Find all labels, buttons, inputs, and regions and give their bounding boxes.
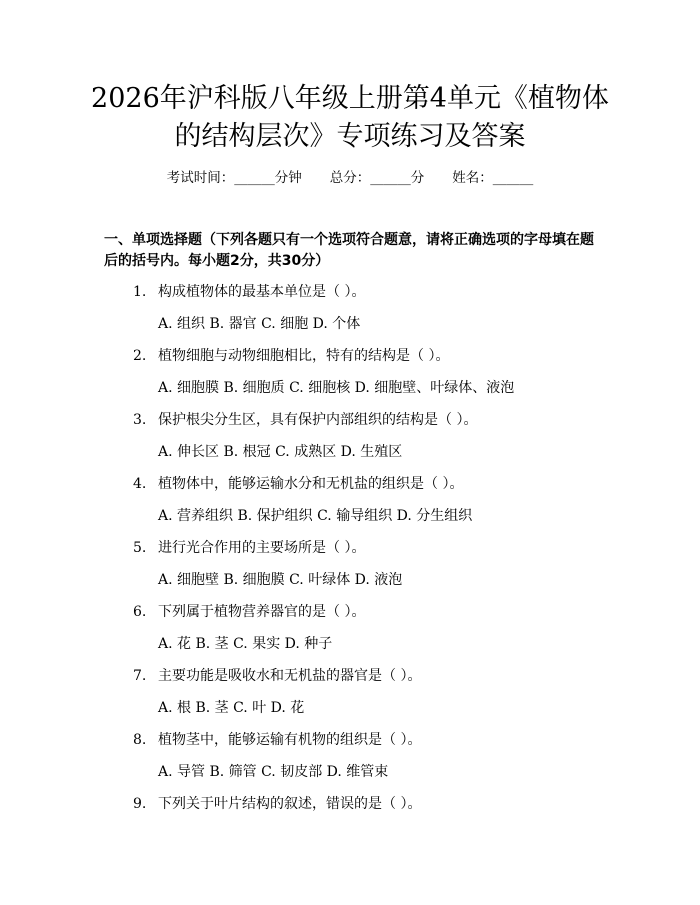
question-number: 2. xyxy=(133,348,147,364)
question-number: 7. xyxy=(133,668,147,684)
question-number: 6. xyxy=(133,604,147,620)
question-5-options: A. 细胞壁 B. 细胞膜 C. 叶绿体 D. 液泡 xyxy=(158,572,403,588)
question-text: 植物茎中，能够运输有机物的组织是（ ）。 xyxy=(158,732,422,748)
question-7 xyxy=(133,666,653,686)
exam-info xyxy=(0,168,700,188)
question-3 xyxy=(133,410,653,430)
student-name-field: 姓名：______ xyxy=(452,170,534,186)
question-5 xyxy=(133,538,653,558)
question-text: 保护根尖分生区，具有保护内部组织的结构是（ ）。 xyxy=(158,412,478,428)
question-1-options: A. 组织 B. 器官 C. 细胞 D. 个体 xyxy=(158,316,361,332)
document-title-line-2: 的结构层次》专项练习及答案 xyxy=(174,121,526,152)
question-text: 植物体中，能够运输水分和无机盐的组织是（ ）。 xyxy=(158,476,464,492)
question-number: 3. xyxy=(133,412,147,428)
document-title-line-1: 2026年沪科版八年级上册第4单元《植物体 xyxy=(91,83,609,114)
question-6-options: A. 花 B. 茎 C. 果实 D. 种子 xyxy=(158,636,333,652)
question-text: 下列属于植物营养器官的是（ ）。 xyxy=(158,604,366,620)
question-text: 进行光合作用的主要场所是（ ）。 xyxy=(158,540,366,556)
section-heading-line-1: 一、单项选择题（下列各题只有一个选项符合题意，请将正确选项的字母填在题 xyxy=(104,232,594,248)
question-6 xyxy=(133,602,653,622)
question-2-options: A. 细胞膜 B. 细胞质 C. 细胞核 D. 细胞壁、叶绿体、液泡 xyxy=(158,380,515,396)
section-heading-line-2: 后的括号内。每小题2分，共30分） xyxy=(104,253,330,269)
total-score-field: 总分：______分 xyxy=(329,170,425,186)
question-2 xyxy=(133,346,653,366)
question-4 xyxy=(133,474,653,494)
question-number: 8. xyxy=(133,732,147,748)
question-8 xyxy=(133,730,653,750)
question-8-options: A. 导管 B. 筛管 C. 韧皮部 D. 维管束 xyxy=(158,764,389,780)
question-4-options: A. 营养组织 B. 保护组织 C. 输导组织 D. 分生组织 xyxy=(158,508,473,524)
question-9 xyxy=(133,794,653,814)
question-text: 植物细胞与动物细胞相比，特有的结构是（ ）。 xyxy=(158,348,450,364)
question-1 xyxy=(133,282,653,302)
question-number: 5. xyxy=(133,540,147,556)
question-7-options: A. 根 B. 茎 C. 叶 D. 花 xyxy=(158,700,305,716)
question-number: 4. xyxy=(133,476,147,492)
question-3-options: A. 伸长区 B. 根冠 C. 成熟区 D. 生殖区 xyxy=(158,444,403,460)
question-text: 构成植物体的最基本单位是（ ）。 xyxy=(158,284,366,300)
exam-time-field: 考试时间：______分钟 xyxy=(166,170,302,186)
question-number: 1. xyxy=(133,284,147,300)
question-number: 9. xyxy=(133,796,147,812)
question-text: 主要功能是吸收水和无机盐的器官是（ ）。 xyxy=(158,668,422,684)
question-text: 下列关于叶片结构的叙述，错误的是（ ）。 xyxy=(158,796,422,812)
